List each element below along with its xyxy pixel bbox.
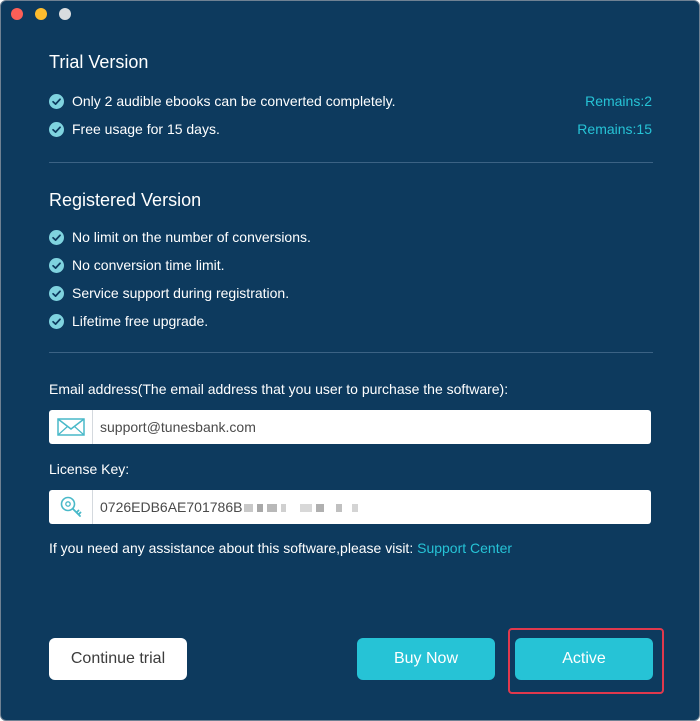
remains-conversions: Remains:2	[585, 93, 652, 109]
registered-feature-item	[49, 256, 225, 274]
section-divider	[49, 162, 653, 163]
registered-feature-text: No conversion time limit.	[72, 257, 225, 273]
continue-trial-button[interactable]: Continue trial	[49, 638, 187, 680]
check-circle-icon	[49, 286, 64, 301]
registered-feature-item	[49, 284, 289, 302]
registered-version-title: Registered Version	[49, 190, 202, 210]
section-divider	[49, 352, 653, 353]
remains-days: Remains:15	[577, 121, 652, 137]
trial-feature-text: Free usage for 15 days.	[72, 121, 220, 137]
check-circle-icon	[49, 314, 64, 329]
check-circle-icon	[49, 258, 64, 273]
check-circle-icon	[49, 230, 64, 245]
trial-feature-item	[49, 92, 396, 110]
registered-feature-item	[49, 312, 208, 330]
window-zoom-button[interactable]	[59, 8, 71, 20]
registered-feature-text: Service support during registration.	[72, 285, 290, 301]
active-button[interactable]: Active	[515, 638, 653, 680]
license-key-field[interactable]	[93, 499, 640, 515]
email-field[interactable]	[93, 418, 642, 436]
registered-feature-item	[49, 228, 311, 246]
buy-now-button[interactable]: Buy Now	[357, 638, 495, 680]
window-close-button[interactable]	[11, 8, 23, 20]
license-field-container	[49, 490, 651, 524]
key-magnifier-icon	[49, 490, 93, 524]
license-label: License Key:	[49, 461, 130, 477]
redacted-block	[242, 499, 358, 515]
registered-feature-text: No limit on the number of conversions.	[72, 229, 311, 245]
trial-version-title: Trial Version	[49, 52, 149, 72]
license-key-value: 0726EDB6AE701786B	[100, 499, 243, 515]
email-label: Email address(The email address that you user to purchase the software):	[49, 381, 509, 397]
assistance-message: If you need any assistance about this software,please visit:	[49, 540, 414, 556]
check-circle-icon	[49, 122, 64, 137]
assistance-text	[49, 540, 512, 556]
envelope-icon	[49, 410, 93, 444]
trial-feature-text: Only 2 audible ebooks can be converted completely.	[72, 93, 396, 109]
trial-feature-item	[49, 120, 220, 138]
check-circle-icon	[49, 94, 64, 109]
support-center-link[interactable]: Support Center	[417, 540, 513, 556]
window-minimize-button[interactable]	[35, 8, 47, 20]
email-field-container	[49, 410, 651, 444]
registered-feature-text: Lifetime free upgrade.	[72, 313, 209, 329]
